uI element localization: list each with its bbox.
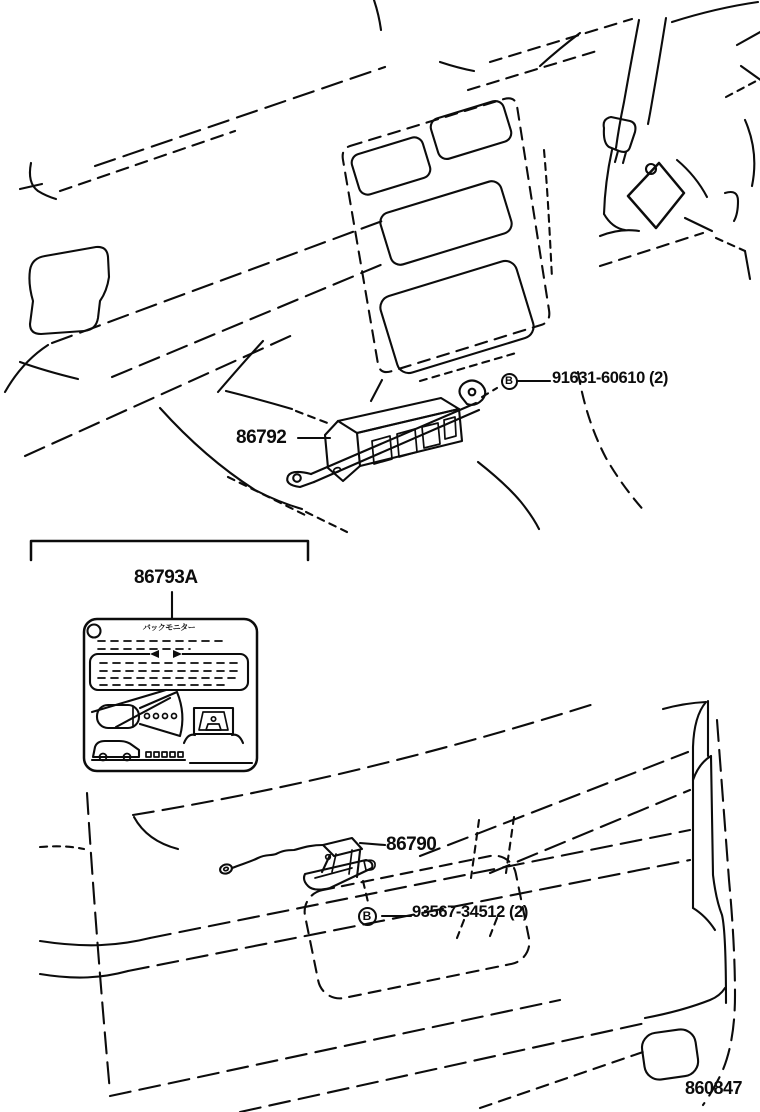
car-top-view-icon [92, 690, 182, 736]
rear-pillar [640, 701, 735, 1105]
leader-86790 [360, 843, 385, 845]
section-bracket [31, 541, 308, 560]
license-plate-recess [301, 852, 534, 1003]
side-vent-opening [29, 247, 109, 334]
bracket-right-ear [460, 381, 486, 405]
fastener-symbol-b-lower: B [358, 907, 377, 926]
tail-lamp-opening [640, 1027, 700, 1081]
back-door-view [40, 701, 735, 1112]
monitor-screen-icon [184, 708, 243, 743]
fastener-symbol-b-upper: B [501, 373, 518, 390]
figure-code: 860847 [685, 1078, 743, 1098]
steering-column-and-key [600, 18, 750, 279]
part-label-91631-60610: 91631-60610 (2) [552, 369, 669, 387]
part-label-86792: 86792 [236, 427, 287, 448]
part-label-86790: 86790 [386, 834, 437, 855]
center-cluster [343, 98, 552, 401]
leader-screw-b-lower [363, 881, 368, 902]
caution-label-sticker [84, 619, 257, 771]
sticker-title-text: バックモニター [142, 623, 196, 632]
rear-camera-86790 [219, 838, 375, 890]
camera-wire [232, 845, 323, 868]
instrument-panel-view [5, 0, 760, 532]
key-tag [628, 163, 684, 228]
part-label-93567-34512: 93567-34512 (2) [412, 903, 529, 921]
camera-controller-86792 [287, 381, 485, 488]
part-label-86793a: 86793A [134, 567, 198, 588]
van-side-view-icon [92, 741, 185, 761]
